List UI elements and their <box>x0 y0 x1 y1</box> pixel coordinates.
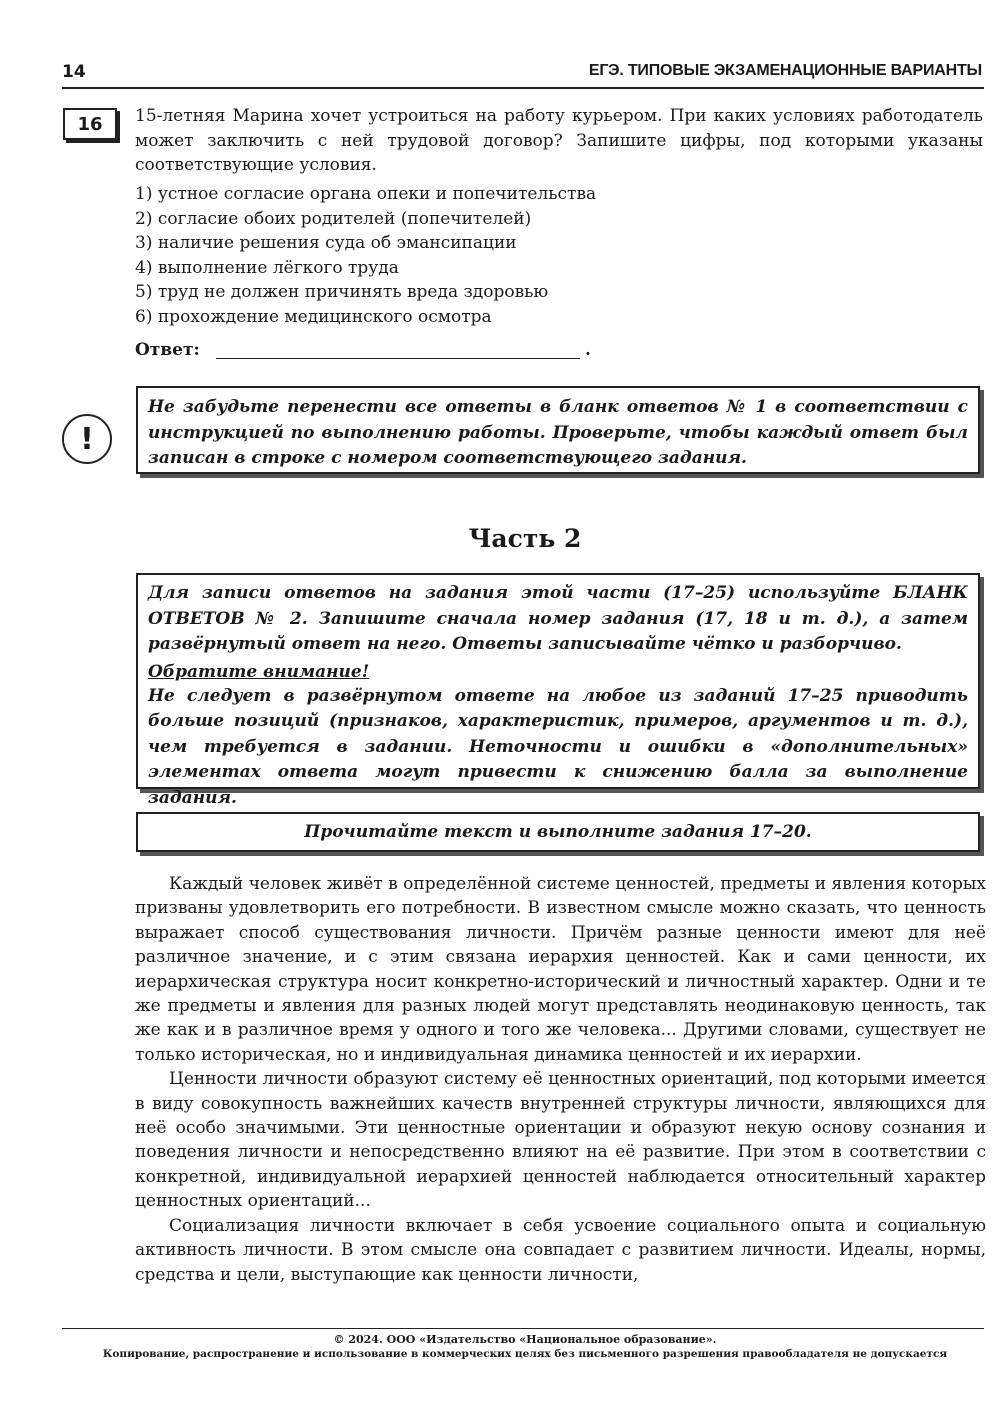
read-prompt: Прочитайте текст и выполните задания 17–20. <box>304 822 812 842</box>
answer-field[interactable] <box>216 358 580 359</box>
reminder-box <box>136 386 980 474</box>
page-number: 14 <box>62 62 86 82</box>
task-question: 15-летняя Марина хочет устроиться на работу курьером. При каких условиях работодатель может заключить с ней трудовой договор? Запишите цифры, под которыми указаны соответствующие условия. <box>135 106 983 175</box>
answer-period: . <box>585 340 591 360</box>
footer-divider <box>62 1328 984 1329</box>
part-title: Часть 2 <box>468 524 582 553</box>
exclamation-glyph: ! <box>80 421 94 457</box>
attention-text: Не следует в развёрнутом ответе на любое из заданий 17–25 приводить больше позиций (признаков, характеристик, примеров, аргументов и т. д.), чем требуется в задании. Неточности и ошибки в «дополнительных» элементах ответа могут привести к снижению балла за выполнение задания. <box>148 685 968 808</box>
read-prompt-box <box>136 812 980 852</box>
passage-paragraph: Каждый человек живёт в определённой системе ценностей, предметы и явления которых призваны удовлетворить его потребности. В известном смысле можно сказать, что ценность выражает способ существования личности. Причём разные ценности имеют для неё различное значение, и с этим связана иерархия ценностей. Как и сами ценности, их иерархическая структура носит конкретно-исторический и личностный характер. Одни и те же предметы и явления для разных людей могут представлять неодинаковую ценность, так же как и в различное время у одного и того же человека... Другими словами, существует не только историческая, но и индивидуальная динамика ценностей и их иерархии. <box>135 874 986 1065</box>
footer-notice: Копирование, распространение и использование в коммерческих целях без письменного разрешения правообладателя не допускается <box>102 1348 948 1360</box>
option-item: 5) труд не должен причинять вреда здоровью <box>135 282 549 302</box>
option-item: 4) выполнение лёгкого труда <box>135 257 399 278</box>
option-item: 2) согласие обоих родителей (попечителей) <box>135 208 532 229</box>
option-item: 1) устное согласие органа опеки и попечительства <box>135 184 597 204</box>
task-number: 16 <box>77 113 103 135</box>
reminder-text: Не забудьте перенести все ответы в бланк ответов № 1 в соответствии с инструкцией по выполнению работы. Проверьте, чтобы каждый ответ был записан в строке с номером соответствующего задания. <box>148 397 968 468</box>
instruction-box <box>136 573 980 808</box>
footer-copyright: © 2024. ООО «Издательство «Национальное образование». <box>333 1333 717 1346</box>
task-number-box <box>63 108 117 140</box>
answer-label: Ответ: <box>135 340 200 360</box>
options-list <box>135 182 596 329</box>
option-item: 3) наличие решения суда об эмансипации <box>135 233 517 253</box>
attention-heading: Обратите внимание! <box>148 661 370 682</box>
running-title: ЕГЭ. ТИПОВЫЕ ЭКЗАМЕНАЦИОННЫЕ ВАРИАНТЫ <box>588 62 982 79</box>
exclamation-icon <box>62 414 112 464</box>
header-divider <box>62 87 984 89</box>
passage-paragraph: Ценности личности образуют систему её ценностных ориентаций, под которыми имеется в виду совокупность важнейших качеств внутренней структуры личности, являющихся для неё особо значимыми. Эти ценностные ориентации и образуют некую основу сознания и поведения личности и непосредственно влияют на её развитие. При этом в соответствии с конкретной, индивидуальной иерархией ценностей наблюдается относительный характер ценностных ориентаций... <box>135 1069 986 1212</box>
passage-paragraph: Социализация личности включает в себя усвоение социального опыта и социальную активность личности. В этом смысле она совпадает с развитием личности. Идеалы, нормы, средства и цели, выступающие как ценности личности, <box>135 1215 986 1285</box>
option-item: 6) прохождение медицинского осмотра <box>135 306 492 327</box>
instruction-text: Для записи ответов на задания этой части (17–25) используйте БЛАНК ОТВЕТОВ № 2. Запишите сначала номер задания (17, 18 и т. д.), а затем развёрнутый ответ на него. Ответы записывайте чётко и разборчиво. <box>148 583 968 654</box>
passage <box>135 872 986 1287</box>
